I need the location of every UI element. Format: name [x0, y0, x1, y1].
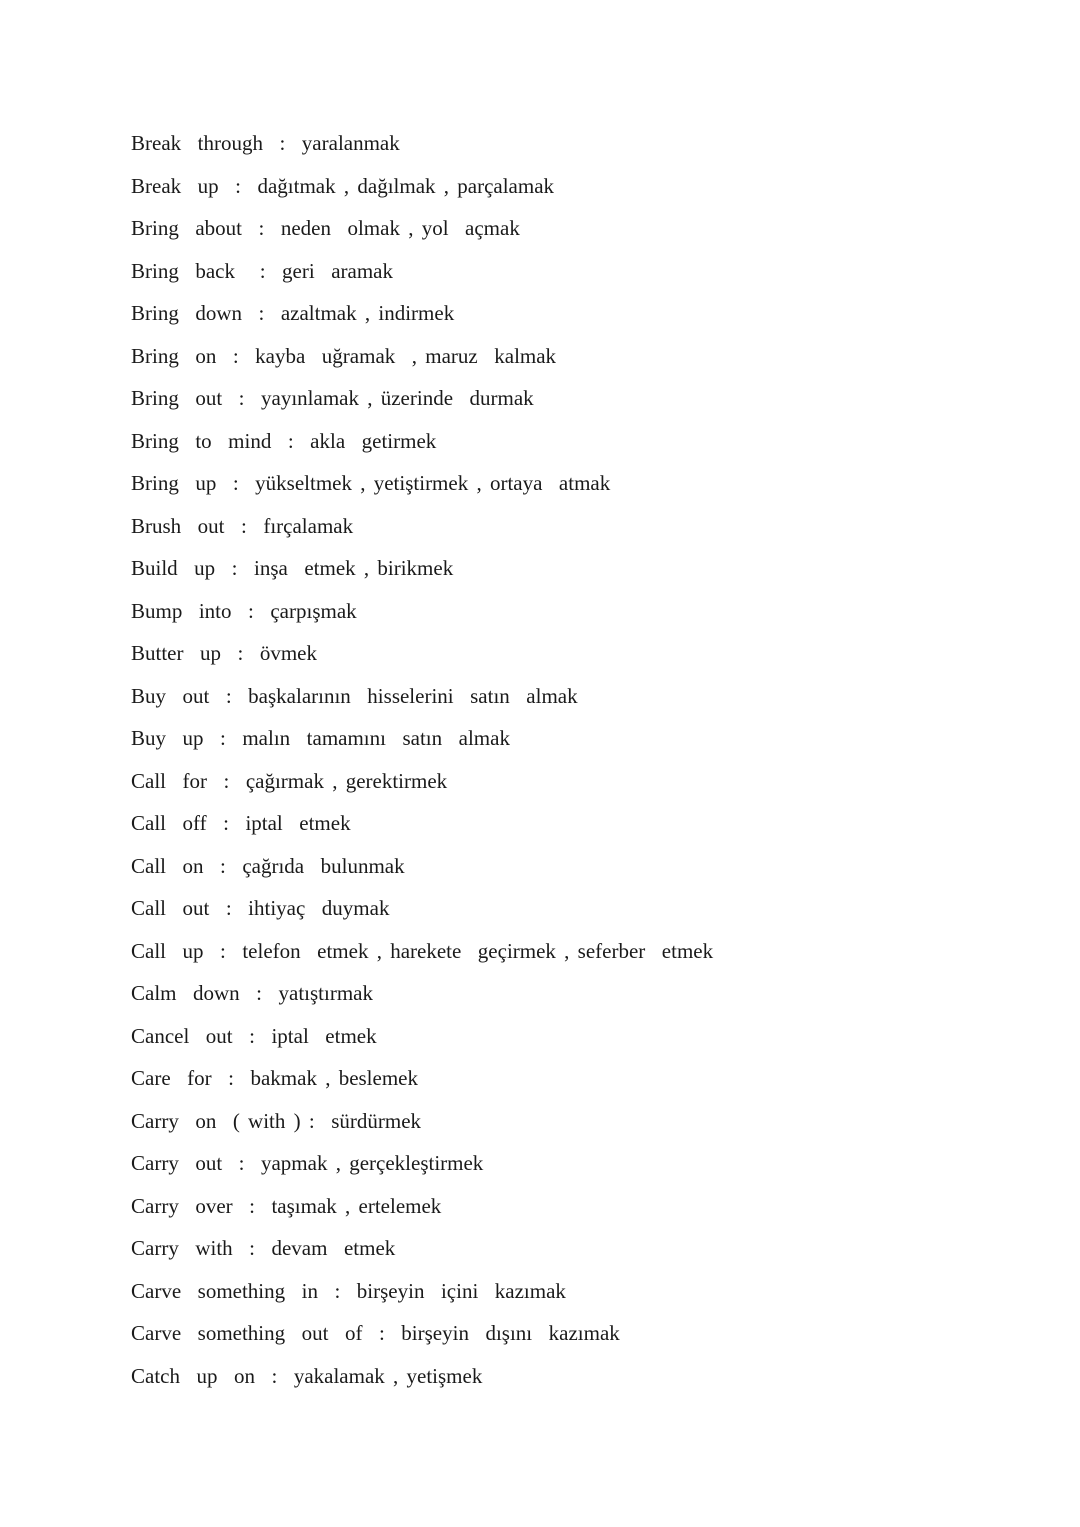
phrasal-verb-entry: Carve something out of : birşeyin dışını kazımak	[131, 1321, 620, 1346]
phrasal-verb-entry: Bring down : azaltmak , indirmek	[131, 301, 455, 326]
phrasal-verb-entry: Carry with : devam etmek	[131, 1236, 396, 1261]
phrasal-verb-entry: Care for : bakmak , beslemek	[131, 1066, 418, 1091]
phrasal-verb-entry: Calm down : yatıştırmak	[131, 981, 373, 1006]
phrasal-verb-entry: Brush out : fırçalamak	[131, 513, 354, 538]
phrasal-verb-entry: Carve something in : birşeyin içini kazımak	[131, 1278, 566, 1303]
phrasal-verb-entry: Call up : telefon etmek , harekete geçirmek , seferber etmek	[131, 938, 714, 963]
phrasal-verb-entry: Carry over : taşımak , ertelemek	[131, 1193, 442, 1218]
phrasal-verb-entry: Bring back : geri aramak	[131, 258, 393, 283]
phrasal-verb-entry: Call out : ihtiyaç duymak	[131, 896, 390, 921]
phrasal-verb-list	[131, 129, 713, 1404]
phrasal-verb-entry: Cancel out : iptal etmek	[131, 1023, 377, 1048]
phrasal-verb-entry: Break through : yaralanmak	[131, 131, 400, 155]
phrasal-verb-entry: Buy up : malın tamamını satın almak	[131, 726, 510, 751]
phrasal-verb-entry: Bring about : neden olmak , yol açmak	[131, 216, 520, 241]
phrasal-verb-entry: Call for : çağırmak , gerektirmek	[131, 768, 448, 793]
phrasal-verb-entry: Call off : iptal etmek	[131, 811, 351, 836]
phrasal-verb-entry: Buy out : başkalarının hisselerini satın almak	[131, 683, 578, 708]
phrasal-verb-entry: Bring on : kayba uğramak , maruz kalmak	[131, 343, 557, 368]
phrasal-verb-entry: Butter up : övmek	[131, 641, 317, 666]
phrasal-verb-entry: Bring up : yükseltmek , yetiştirmek , ortaya atmak	[131, 471, 611, 496]
phrasal-verb-entry: Bump into : çarpışmak	[131, 598, 357, 623]
phrasal-verb-entry: Bring out : yayınlamak , üzerinde durmak	[131, 386, 534, 411]
phrasal-verb-entry: Bring to mind : akla getirmek	[131, 428, 437, 453]
phrasal-verb-entry: Call on : çağrıda bulunmak	[131, 853, 405, 878]
phrasal-verb-entry: Break up : dağıtmak , dağılmak , parçalamak	[131, 173, 555, 198]
phrasal-verb-entry: Catch up on : yakalamak , yetişmek	[131, 1363, 483, 1388]
phrasal-verb-entry: Build up : inşa etmek , birikmek	[131, 556, 454, 581]
phrasal-verb-entry: Carry out : yapmak , gerçekleştirmek	[131, 1151, 484, 1176]
phrasal-verb-entry: Carry on ( with ) : sürdürmek	[131, 1108, 422, 1133]
